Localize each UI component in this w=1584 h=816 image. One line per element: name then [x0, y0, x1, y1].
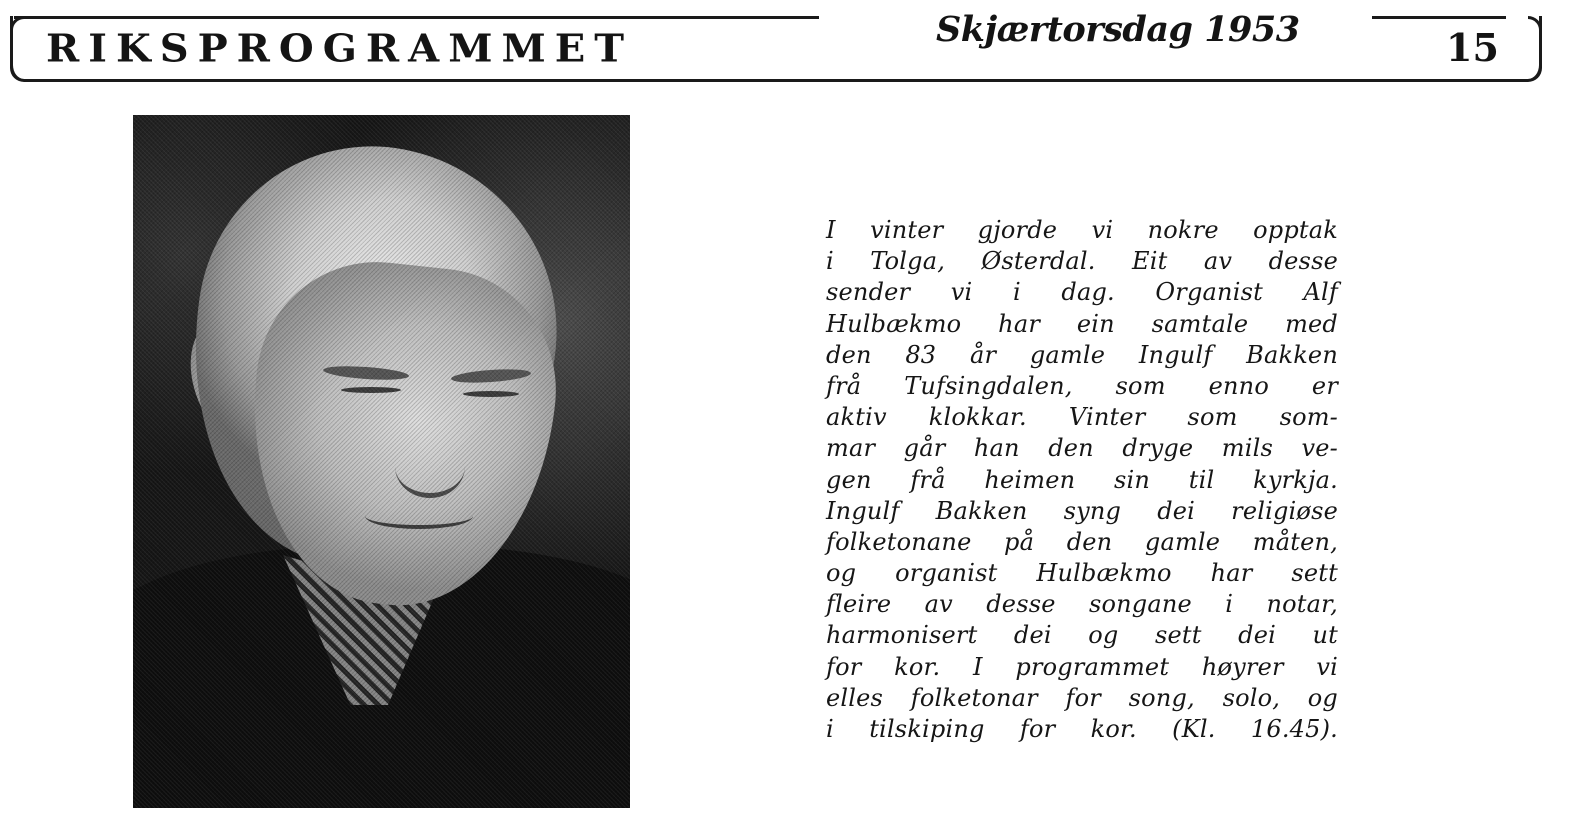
article-line: mar går han den dryge mils ve- — [826, 434, 1338, 463]
photo-eye — [341, 387, 401, 393]
article-line: for kor. I programmet høyrer vi — [826, 652, 1338, 681]
article-line: aktiv klokkar. Vinter som som- — [826, 403, 1338, 432]
article-line: den 83 år gamle Ingulf Bakken — [826, 340, 1338, 369]
page-number: 15 — [1446, 25, 1499, 70]
article-line: Hulbækmo har ein samtale med — [826, 309, 1338, 338]
article-line: i Tolga, Østerdal. Eit av desse — [826, 247, 1338, 276]
article-line: I vinter gjorde vi nokre opptak — [826, 216, 1338, 244]
article-line: i tilskiping for kor. (Kl. 16.45). — [826, 715, 1338, 743]
article-line: fleire av desse songane i notar, — [826, 590, 1338, 619]
portrait-photo — [133, 115, 630, 808]
photo-eye — [463, 391, 519, 397]
article-line: gen frå heimen sin til kyrkja. — [826, 465, 1338, 494]
photo-nose — [395, 435, 465, 498]
article-line: Ingulf Bakken syng dei religiøse — [826, 496, 1338, 525]
article-line: folketonane på den gamle måten, — [826, 527, 1338, 556]
article-body — [826, 215, 1338, 745]
issue-date: Skjærtorsdag 1953 — [932, 10, 1306, 50]
article-line: elles folketonar for song, solo, og — [826, 683, 1338, 712]
article-line: og organist Hulbækmo har sett — [826, 559, 1338, 588]
photo-mouth — [365, 503, 473, 529]
article-line: harmonisert dei og sett dei ut — [826, 621, 1338, 650]
article-line: frå Tufsingdalen, som enno er — [826, 371, 1338, 400]
masthead-title: RIKSPROGRAMMET — [46, 26, 634, 71]
article-line: sender vi i dag. Organist Alf — [826, 278, 1338, 307]
page-header — [0, 0, 1584, 100]
